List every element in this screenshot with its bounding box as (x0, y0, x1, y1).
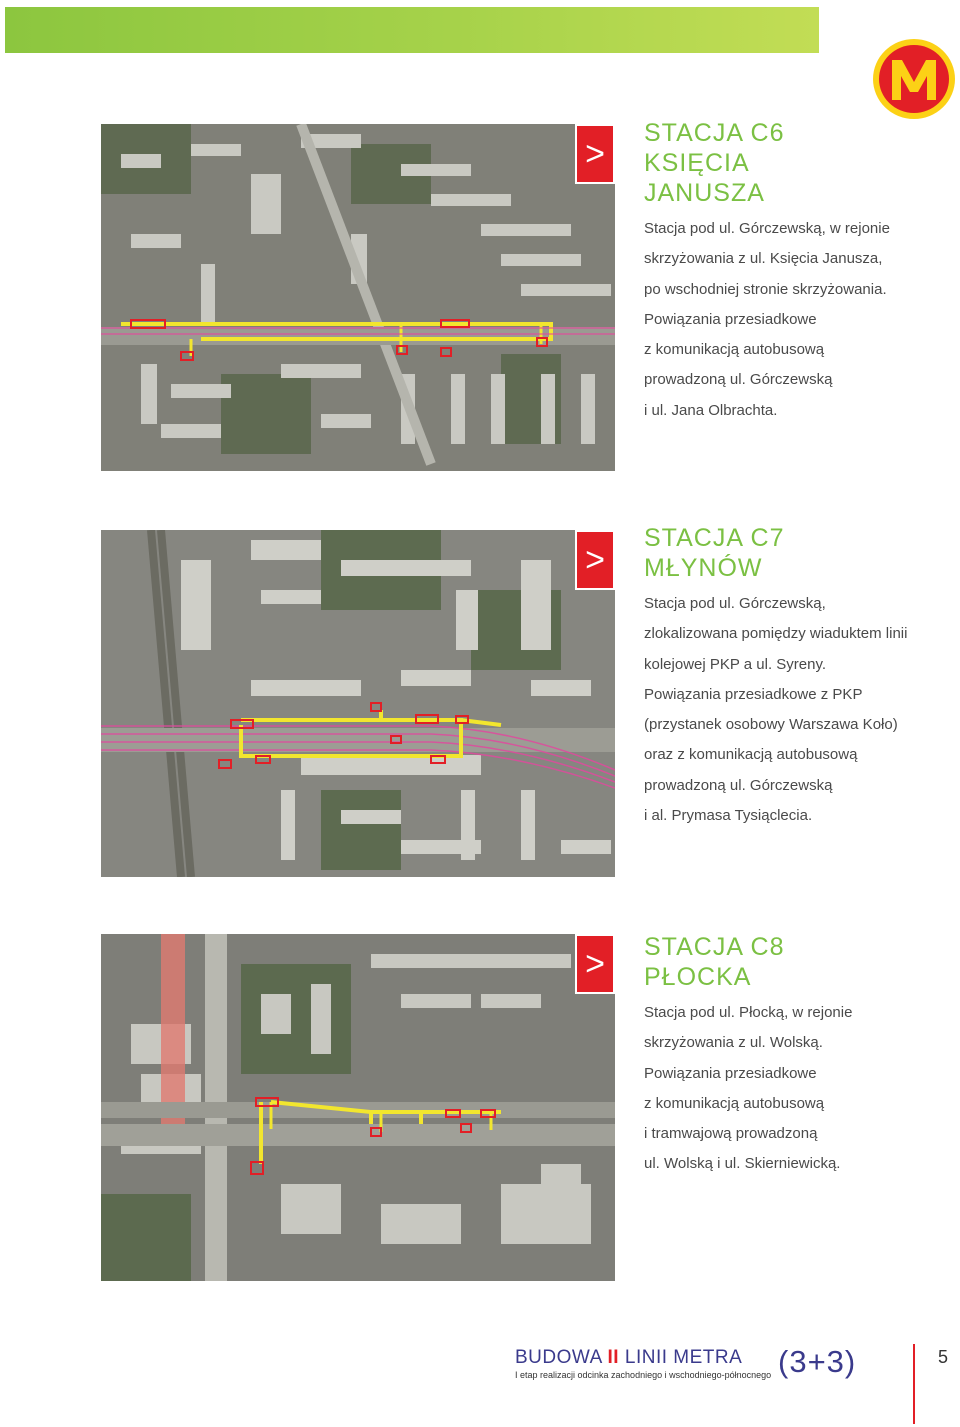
station-c7-arrow-icon: > (575, 530, 615, 590)
station-c8-title: STACJA C8 PŁOCKA (644, 933, 785, 991)
station-c8-description: Stacja pod ul. Płocką, w rejonie skrzyżowania z ul. Wolską. Powiązania przesiadkowe z komunikacją autobusową i tramwajową prowadzoną ul. Wolską i ul. Skierniewicką. (644, 1004, 853, 1173)
station-c6-title: STACJA C6 KSIĘCIA JANUSZA (644, 119, 785, 207)
station-c6-map (101, 124, 615, 471)
footer-title: BUDOWA II LINII METRA (515, 1347, 743, 1368)
footer-number: (3+3) (778, 1344, 857, 1379)
footer (515, 1344, 955, 1404)
station-c6-description: Stacja pod ul. Górczewską, w rejonie skrzyżowania z ul. Księcia Janusza, po wschodniej stronie skrzyżowania. Powiązania przesiadkowe z komunikacją autobusową prowadzoną ul. Górczewską i ul. Jana Olbrachta. (644, 220, 890, 419)
station-c7-map (101, 530, 615, 877)
metro-logo-icon (872, 38, 956, 120)
page-number: 5 (938, 1347, 949, 1367)
station-c8 (644, 932, 944, 1180)
header-bar (5, 7, 819, 53)
station-c8-arrow-icon: > (575, 934, 615, 994)
station-c8-map (101, 934, 615, 1281)
station-c6 (644, 118, 944, 426)
station-c6-arrow-icon: > (575, 124, 615, 184)
station-c7-title: STACJA C7 MŁYNÓW (644, 524, 785, 582)
station-c7 (644, 523, 944, 831)
footer-subtitle: I etap realizacji odcinka zachodniego i wschodniego-północnego (515, 1370, 772, 1380)
footer-divider (913, 1344, 915, 1424)
station-c7-description: Stacja pod ul. Górczewską, zlokalizowana pomiędzy wiaduktem linii kolejowej PKP a ul. Syreny. Powiązania przesiadkowe z PKP (przystanek osobowy Warszawa Koło) oraz z komunikacją autobusową prowadzoną ul. Górczewską i al. Prymasa Tysiąclecia. (644, 595, 908, 825)
